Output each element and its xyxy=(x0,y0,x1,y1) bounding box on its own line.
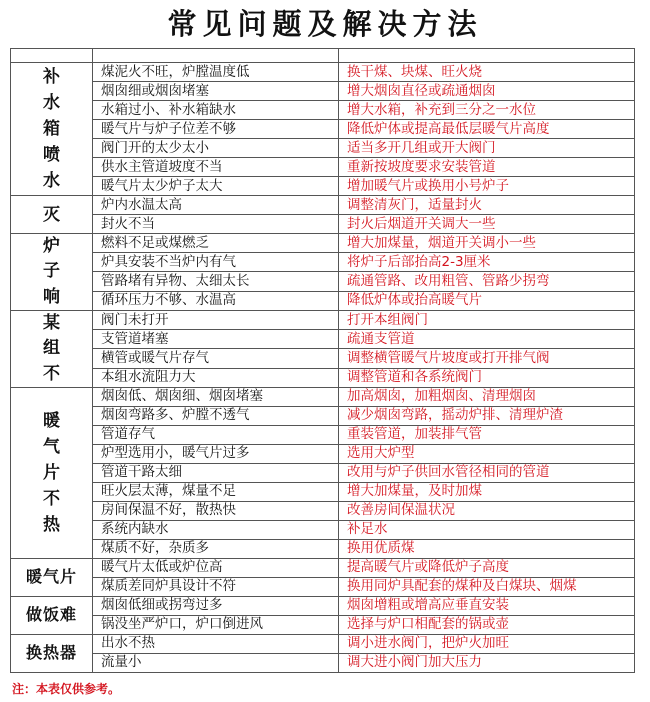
table-row xyxy=(11,139,635,158)
problem-cause: 煤质不好，杂质多 xyxy=(93,539,339,558)
solution: 换干煤、块煤、旺火烧 xyxy=(339,63,635,82)
problem-cause: 炉具安装不当炉内有气 xyxy=(93,253,339,272)
table-row xyxy=(11,387,635,406)
table-row xyxy=(11,120,635,139)
table-row xyxy=(11,368,635,387)
footnote: 注：本表仅供参考。 xyxy=(12,682,121,696)
solution: 增加暖气片或换用小号炉子 xyxy=(339,177,635,196)
header-cell xyxy=(339,49,635,63)
problem-cause: 烟囱低、烟囱细、烟囱堵塞 xyxy=(93,387,339,406)
solution: 选择与炉口相配套的锅或壶 xyxy=(339,615,635,634)
table-row xyxy=(11,101,635,120)
category-cell: 炉子响 xyxy=(11,234,93,311)
faq-table-body xyxy=(11,49,635,673)
problem-cause: 烟囱弯路多、炉膛不透气 xyxy=(93,406,339,425)
table-row xyxy=(11,615,635,634)
table-row xyxy=(11,196,635,215)
category-cell: 灭 xyxy=(11,196,93,234)
table-row xyxy=(11,444,635,463)
table-row xyxy=(11,63,635,82)
solution: 增大烟囱直径或疏通烟囱 xyxy=(339,82,635,101)
problem-cause: 暖气片太少炉子太大 xyxy=(93,177,339,196)
solution: 适当多开几组或开大阀门 xyxy=(339,139,635,158)
table-row xyxy=(11,558,635,577)
problem-cause: 系统内缺水 xyxy=(93,520,339,539)
problem-cause: 炉内水温太高 xyxy=(93,196,339,215)
problem-cause: 供水主管道坡度不当 xyxy=(93,158,339,177)
problem-cause: 暖气片与炉子位差不够 xyxy=(93,120,339,139)
table-row xyxy=(11,158,635,177)
solution: 疏通支管道 xyxy=(339,330,635,349)
solution: 换用优质煤 xyxy=(339,539,635,558)
category-cell: 暖气片不热 xyxy=(11,387,93,558)
problem-cause: 封火不当 xyxy=(93,215,339,234)
table-row xyxy=(11,501,635,520)
problem-cause: 管道存气 xyxy=(93,425,339,444)
table-row xyxy=(11,539,635,558)
problem-cause: 管路堵有异物、太细太长 xyxy=(93,272,339,291)
solution: 提高暖气片或降低炉子高度 xyxy=(339,558,635,577)
solution: 补足水 xyxy=(339,520,635,539)
solution: 降低炉体或提高最低层暖气片高度 xyxy=(339,120,635,139)
header-cell xyxy=(93,49,339,63)
table-row xyxy=(11,463,635,482)
category-cell: 暖气片 xyxy=(11,558,93,596)
table-row xyxy=(11,425,635,444)
problem-cause: 流量小 xyxy=(93,653,339,672)
problem-cause: 横管或暖气片存气 xyxy=(93,349,339,368)
solution: 烟囱增粗或增高应垂直安装 xyxy=(339,596,635,615)
table-row xyxy=(11,482,635,501)
problem-cause: 煤泥火不旺，炉膛温度低 xyxy=(93,63,339,82)
category-cell: 补水箱喷水 xyxy=(11,63,93,196)
category-cell: 某组不 xyxy=(11,310,93,387)
problem-cause: 锅没坐严炉口，炉口倒进风 xyxy=(93,615,339,634)
table-row xyxy=(11,330,635,349)
table-row xyxy=(11,253,635,272)
solution: 改用与炉子供回水管径相同的管道 xyxy=(339,463,635,482)
table-row xyxy=(11,577,635,596)
table-row xyxy=(11,177,635,196)
table-row xyxy=(11,272,635,291)
table-row xyxy=(11,234,635,253)
table-row xyxy=(11,596,635,615)
solution: 调小进水阀门，把炉火加旺 xyxy=(339,634,635,653)
problem-cause: 暖气片太低或炉位高 xyxy=(93,558,339,577)
problem-cause: 支管道堵塞 xyxy=(93,330,339,349)
solution: 增大水箱，补充到三分之一水位 xyxy=(339,101,635,120)
table-row xyxy=(11,82,635,101)
table-row xyxy=(11,406,635,425)
solution: 增大加煤量，及时加煤 xyxy=(339,482,635,501)
category-cell: 做饭难 xyxy=(11,596,93,634)
header-cell xyxy=(11,49,93,63)
problem-cause: 水箱过小、补水箱缺水 xyxy=(93,101,339,120)
solution: 疏通管路、改用粗管、管路少拐弯 xyxy=(339,272,635,291)
problem-cause: 煤质差同炉具设计不符 xyxy=(93,577,339,596)
solution: 选用大炉型 xyxy=(339,444,635,463)
solution: 打开本组阀门 xyxy=(339,310,635,329)
problem-cause: 烟囱细或烟囱堵塞 xyxy=(93,82,339,101)
solution: 降低炉体或抬高暖气片 xyxy=(339,291,635,310)
solution: 将炉子后部抬高2-3厘米 xyxy=(339,253,635,272)
solution: 换用同炉具配套的煤种及白煤块、烟煤 xyxy=(339,577,635,596)
table-row xyxy=(11,291,635,310)
table-row xyxy=(11,215,635,234)
problem-cause: 本组水流阻力大 xyxy=(93,368,339,387)
problem-cause: 管道干路太细 xyxy=(93,463,339,482)
problem-cause: 炉型选用小，暖气片过多 xyxy=(93,444,339,463)
problem-cause: 阀门未打开 xyxy=(93,310,339,329)
solution: 调大进小阀门加大压力 xyxy=(339,653,635,672)
solution: 封火后烟道开关调大一些 xyxy=(339,215,635,234)
page-title: 常见问题及解决方法 xyxy=(167,7,483,41)
table-row xyxy=(11,653,635,672)
solution: 调整管道和各系统阀门 xyxy=(339,368,635,387)
solution: 改善房间保温状况 xyxy=(339,501,635,520)
solution: 调整横管暖气片坡度或打开排气阀 xyxy=(339,349,635,368)
faq-table xyxy=(10,48,635,673)
solution: 重新按坡度要求安装管道 xyxy=(339,158,635,177)
problem-cause: 燃料不足或煤燃乏 xyxy=(93,234,339,253)
problem-cause: 旺火层太薄，煤量不足 xyxy=(93,482,339,501)
table-row xyxy=(11,520,635,539)
solution: 加高烟囱，加粗烟囱、清理烟囱 xyxy=(339,387,635,406)
table-row xyxy=(11,634,635,653)
solution: 重装管道，加装排气管 xyxy=(339,425,635,444)
header-row xyxy=(11,49,635,63)
problem-cause: 出水不热 xyxy=(93,634,339,653)
table-row xyxy=(11,349,635,368)
problem-cause: 烟囱低细或拐弯过多 xyxy=(93,596,339,615)
problem-cause: 循环压力不够、水温高 xyxy=(93,291,339,310)
solution: 增大加煤量，烟道开关调小一些 xyxy=(339,234,635,253)
category-cell: 换热器 xyxy=(11,634,93,672)
problem-cause: 房间保温不好，散热快 xyxy=(93,501,339,520)
solution: 调整清灰门，适量封火 xyxy=(339,196,635,215)
problem-cause: 阀门开的太少太小 xyxy=(93,139,339,158)
table-row xyxy=(11,310,635,329)
solution: 减少烟囱弯路，摇动炉排、清理炉渣 xyxy=(339,406,635,425)
